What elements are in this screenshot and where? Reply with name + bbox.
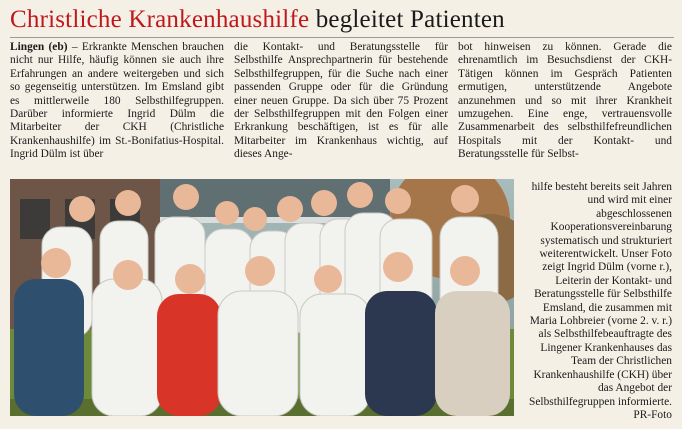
article-col2-text: die Kontakt- und Beratungsstelle für Selbsthilfe Ansprechpartnerin für bestehende Selbsthilfegruppen, für die Suche nach einer passenden Gruppe oder für die Gründung einer neuen Gruppe. Da sich über 75 Prozent der Selbsthilfegruppen mit den Folgen einer Erkrankung beschäftigen, ist es für alle Mitarbeiter im Krankenhaus wichtig, auf dieses Ange- bbox=[234, 41, 448, 161]
group-photo-illustration bbox=[10, 179, 514, 416]
article-col1-text: – Erkrankte Menschen brauchen nicht nur Hilfe, häufig können sie auch ihre Erfahrungen an andere weitergeben und sich so gegenseitig unterstützen. Im Emsland gibt es mittlerweile 180 Selbsthilfegruppen. Darüber informierte Ingrid Dülm die Mitarbeiter der CKH (Christliche Krankenhaushilfe) im St.-Bonifatius-Hospital. Ingrid Dülm ist über bbox=[10, 41, 224, 161]
article-col3-top-text: bot hinweisen zu können. Gerade die ehrenamtlich im Besuchsdienst der CKH-Tätigen können im Gespräch Patienten ermutigen, unterstützende Angebote anzunehmen und so mit ihrer Krankheit umzugehen. Eine enge, vertrauensvolle Zusammenarbeit des selbsthilfefreundlichen Hospitals mit der Kontakt- und Beratungsstelle für Selbst- bbox=[458, 41, 672, 161]
headline-rule bbox=[10, 37, 674, 38]
article-column-3-top bbox=[458, 41, 672, 162]
article-lead: Lingen (eb) bbox=[10, 41, 68, 53]
article-column-2 bbox=[234, 41, 448, 162]
headline bbox=[10, 4, 674, 36]
article-col3-bottom-text: hilfe besteht bereits seit Jahren und wird mit einer abgeschlossenen Kooperationsvereinbarung systematisch und strukturiert weiterentwickelt. Unser Foto zeigt Ingrid Dülm (vorne r.), Leiterin der Kontakt- und Beratungsstelle für Selbsthilfe Emsland, die zusammen mit Maria Lohbreier (vorne 2. v. r.) als Selbsthilfebeauftragte des Lingener Krankenhauses das Team der Christlichen Krankenhaushilfe (CKH) über das Angebot der Selbsthilfegruppen informierte. PR-Foto bbox=[529, 181, 672, 421]
article-column-1 bbox=[10, 41, 224, 162]
headline-accent: Christliche Krankenhaushilfe bbox=[10, 6, 310, 33]
article-column-3-bottom bbox=[522, 181, 672, 422]
headline-rest: begleitet Patienten bbox=[315, 6, 505, 33]
group-photo bbox=[10, 179, 514, 416]
